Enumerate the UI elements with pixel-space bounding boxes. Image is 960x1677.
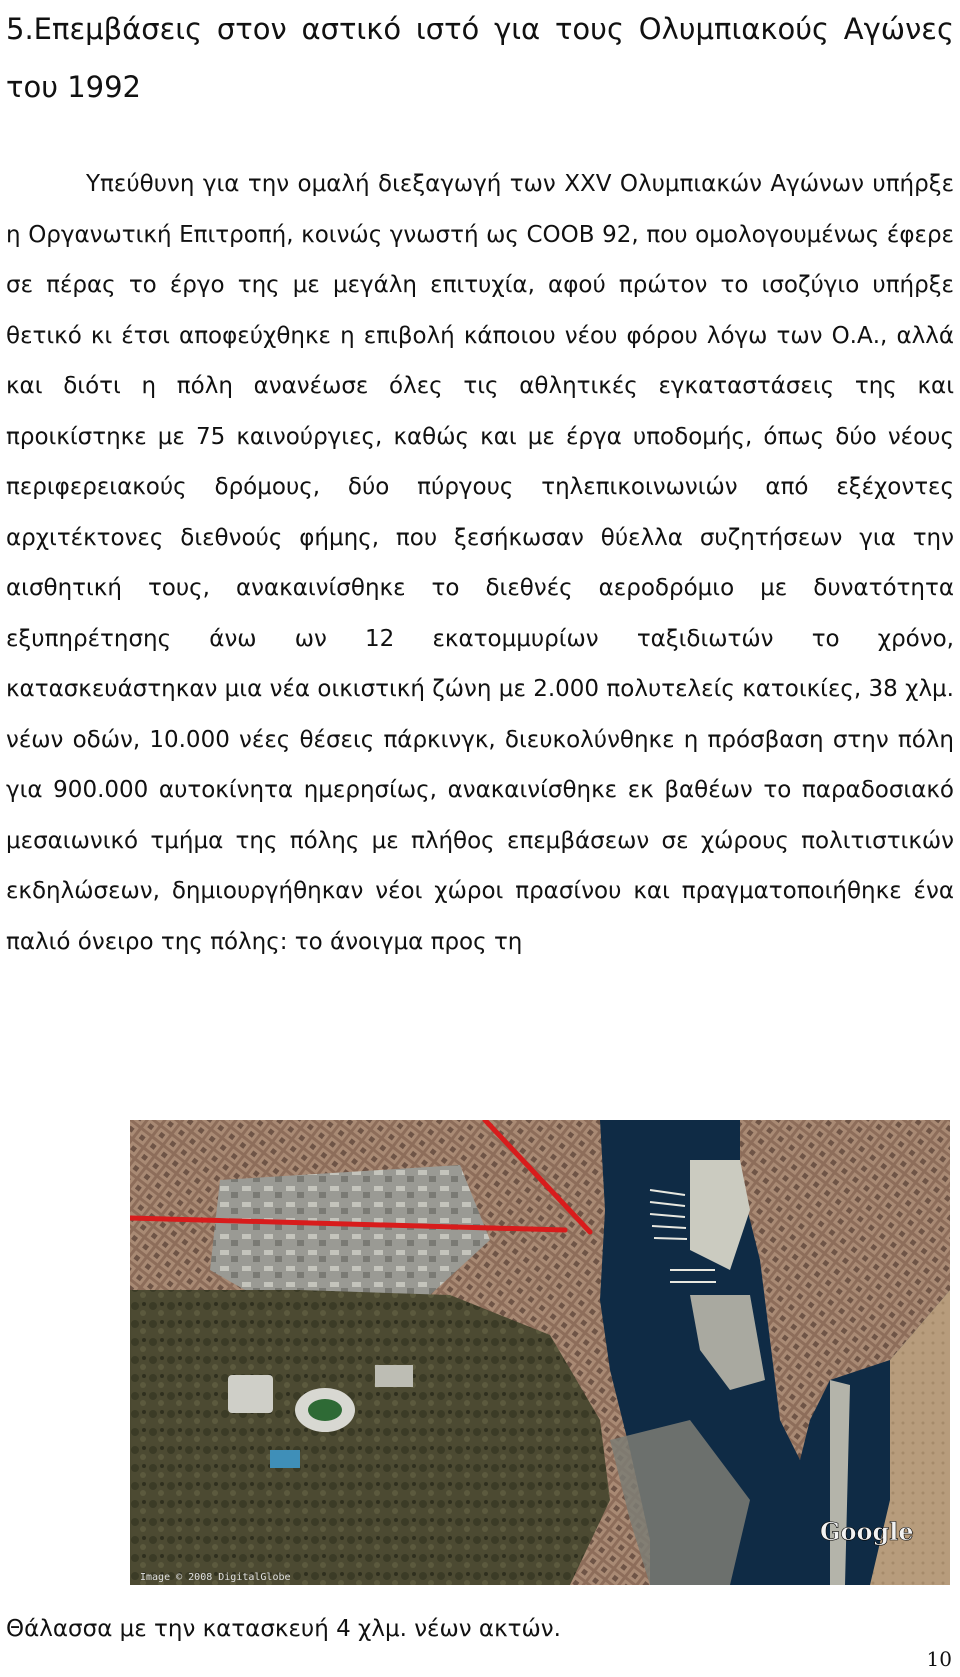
sports-palace <box>228 1375 273 1413</box>
body-paragraph: Υπεύθυνη για την ομαλή διεξαγωγή των XXV Ολυμπιακών Αγώνων υπήρξε η Οργανωτική Επιτροπή, κοινώς γνωστή ως COOB 92, που ομολογουμένως έφερε σε πέρας το έργο της με μεγάλη επιτυχία, αφού πρώτον το ισοζύγιο υπήρξε θετικό κι έτσι αποφεύχθηκε η επιβολή κάποιου νέου φόρου λόγω των Ο.Α., αλλά και διότι η πόλη ανανέωσε όλες τις αθλητικές εγκαταστάσεις της και προικίστηκε με 75 καινούργιες, καθώς και με έργα υποδομής, όπως δύο νέους περιφερειακούς δρόμους, δύο πύργους τηλεπικοινωνιών από εξέχοντες αρχιτέκτονες διεθνούς φήμης, που ξεσήκωσαν θύελλα συζητήσεων για την αισθητική τους, ανακαινίσθηκε το διεθνές αεροδρόμιο με δυνατότητα εξυπηρέτησης άνω ων 12 εκατομμυρίων ταξιδιωτών το χρόνο, κατασκευάστηκαν μια νέα οικιστική ζώνη με 2.000 πολυτελείς κατοικίες, 38 χλμ. νέων οδών, 10.000 νέες θέσεις πάρκινγκ, διευκολύνθηκε η πρόσβαση στην πόλη για 900.000 αυτοκίνητα ημερησίως, ανακαινίσθηκε εκ βαθέων το παραδοσιακό μεσαιωνικό τμήμα της πόλης με πλήθος επεμβάσεων σε χώρους πολιτιστικών εκδηλώσεων, δημιουργήθηκαν νέοι χώροι πρασίνου και πραγματοποιήθηκε ένα παλιό όνειρο της πόλης: το άνοιγμα προς τη <box>6 171 954 955</box>
montjuic-hill <box>130 1290 610 1585</box>
google-watermark: Google <box>820 1517 914 1546</box>
sports-hall <box>375 1365 413 1387</box>
swimming-pool <box>270 1450 300 1468</box>
page-number: 10 <box>926 1647 952 1671</box>
aerial-photo-graphic <box>130 1120 950 1585</box>
photo-caption: Θάλασσα με την κατασκευή 4 χλμ. νέων ακτών. <box>6 1616 561 1642</box>
stadium-field <box>308 1399 342 1421</box>
section-heading: 5.Επεμβάσεις στον αστικό ιστό για τους Ολυμπιακούς Αγώνες του 1992 <box>6 12 954 104</box>
image-timestamp: Image © 2008 DigitalGlobe <box>140 1572 291 1583</box>
aerial-photo <box>130 1120 950 1585</box>
